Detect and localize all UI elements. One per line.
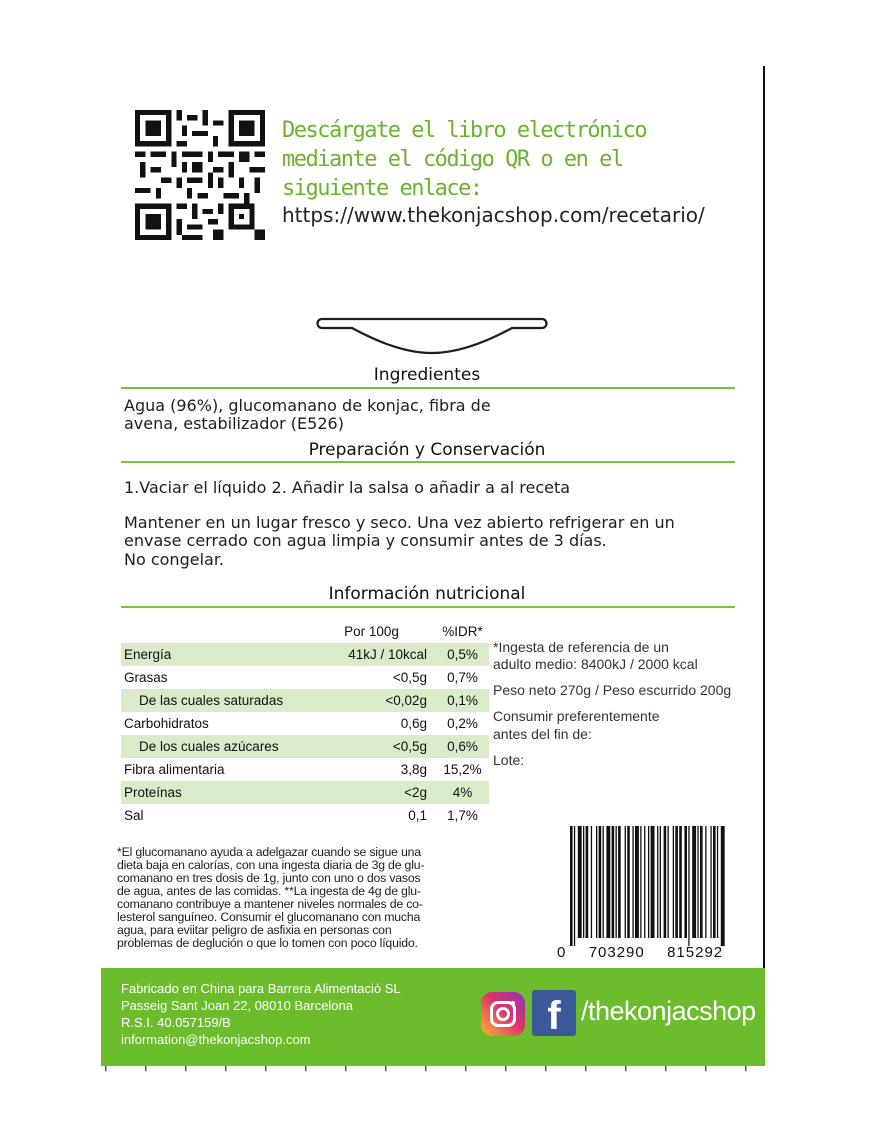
nutrient-label: Sal (124, 808, 144, 823)
nutrient-label: Proteínas (121, 781, 307, 804)
instagram-icon[interactable] (481, 992, 525, 1036)
note-line: dieta baja en calorías, con una ingesta diaria de 3g de glu- (117, 858, 425, 872)
table-row (121, 758, 489, 781)
note-line: lesterol sanguíneo. Consumir el glucomanano con mucha (117, 910, 421, 924)
table-row (121, 735, 489, 758)
storage-line-2: envase cerrado con agua limpia y consumir antes de 3 días. (124, 531, 607, 550)
manufacturer-line: Fabricado en China para Barrera Alimentació SL (121, 981, 401, 996)
note-line: problemas de deglución o que lo tomen con poco líquido. (117, 936, 418, 950)
note-line: comanano en tres dosis de 1g, junto con uno o dos vasos (117, 871, 421, 885)
ingredients-title: Ingredientes (373, 365, 481, 385)
nutrient-value: <0,5g (307, 735, 433, 758)
barcode-digits-middle: 703290 (588, 944, 645, 961)
per-100g-header: Por 100g (344, 624, 399, 639)
storage-line-3: No congelar. (124, 550, 225, 569)
nutrient-label: Carbohidratos (124, 716, 209, 731)
table-row (121, 804, 489, 827)
registry-line: R.S.I. 40.057159/B (121, 1015, 231, 1030)
health-claims-notes (117, 846, 537, 950)
nutrient-label: Fibra alimentaria (124, 762, 225, 777)
nutrient-idr: 0,5% (433, 643, 489, 666)
note-line: agua, para eviitar peligro de asfixia en personas con (117, 923, 392, 937)
nutrient-value: 0,1 (408, 808, 427, 823)
nutrition-title: Información nutricional (328, 584, 526, 604)
recipe-book-link[interactable]: https://www.thekonjacshop.com/recetario/ (282, 203, 705, 227)
bottom-dotted-edge (101, 1066, 765, 1074)
ingredients-text: Agua (96%), glucomanano de konjac, fibra de avena, estabilizador (E526) (124, 396, 491, 433)
preparation-step: 1.Vaciar el líquido 2. Añadir la salsa o añadir a al receta (124, 478, 571, 497)
net-weight: Peso neto 270g / Peso escurrido 200g (493, 682, 732, 698)
nutrient-value: 0,6g (400, 716, 427, 731)
nutrient-value: <2g (307, 781, 433, 804)
nutrient-idr: 0,2% (447, 716, 478, 731)
reference-intake-line-1: *Ingesta de referencia de un (493, 639, 669, 655)
nutrient-idr: 0,1% (433, 689, 489, 712)
nutrient-value: 3,8g (400, 762, 427, 777)
nutrient-value: 41kJ / 10kcal (307, 643, 433, 666)
social-handle[interactable]: /thekonjacshop (581, 996, 756, 1026)
nutrition-table (121, 620, 489, 827)
reference-intake-line-2: adulto medio: 8400kJ / 2000 kcal (493, 656, 698, 672)
address-line: Passeig Sant Joan 22, 08010 Barcelona (121, 998, 354, 1013)
nutrient-idr: 15,2% (443, 762, 482, 777)
idr-header: %IDR* (442, 624, 483, 639)
best-before-line-2: antes del fin de: (493, 726, 592, 742)
facebook-icon[interactable]: f (532, 990, 576, 1036)
table-row (121, 666, 489, 689)
nutrient-label: Energía (121, 643, 307, 666)
note-line: comanano contribuye a mantener niveles normales de co- (117, 897, 423, 911)
table-row (121, 689, 489, 712)
note-line: de agua, antes de las comidas. **La ingesta de 4g de glu- (117, 884, 421, 898)
table-row (121, 643, 489, 666)
table-row (121, 712, 489, 735)
nutrient-idr: 0,7% (447, 670, 478, 685)
nutrition-divider (121, 606, 735, 608)
nutrition-header-row (121, 620, 489, 643)
preparation-title: Preparación y Conservación (308, 440, 546, 460)
nutrient-label: De los cuales azúcares (121, 735, 307, 758)
barcode (566, 826, 728, 946)
nutrient-idr: 4% (433, 781, 489, 804)
barcode-number (557, 944, 723, 961)
qr-code[interactable] (135, 108, 265, 242)
email-link[interactable]: information@thekonjacshop.com (121, 1032, 311, 1047)
nutrient-idr: 0,6% (433, 735, 489, 758)
best-before-line-1: Consumir preferentemente (493, 708, 660, 724)
nutrient-value: <0,02g (307, 689, 433, 712)
nutrient-value: <0,5g (392, 670, 427, 685)
ingredients-divider (121, 387, 735, 389)
qr-instructions: Descárgate el libro electrónico mediante el código QR o en el siguiente enlace: (282, 118, 647, 201)
barcode-digits-right: 815292 (667, 944, 724, 961)
bowl-icon (316, 316, 548, 356)
preparation-divider (121, 461, 735, 463)
storage-line-1: Mantener en un lugar fresco y seco. Una vez abierto refrigerar en un (124, 513, 675, 532)
barcode-digit-left: 0 (557, 944, 567, 961)
footer-band (101, 968, 765, 1066)
table-row (121, 781, 489, 804)
right-edge-line (763, 66, 765, 1066)
nutrient-label: De las cuales saturadas (121, 689, 307, 712)
nutrient-idr: 1,7% (447, 808, 478, 823)
note-line: *El glucomanano ayuda a adelgazar cuando se sigue una (117, 845, 421, 859)
lot-label: Lote: (493, 752, 525, 768)
nutrient-label: Grasas (124, 670, 168, 685)
manufacturer-info (121, 980, 401, 1048)
